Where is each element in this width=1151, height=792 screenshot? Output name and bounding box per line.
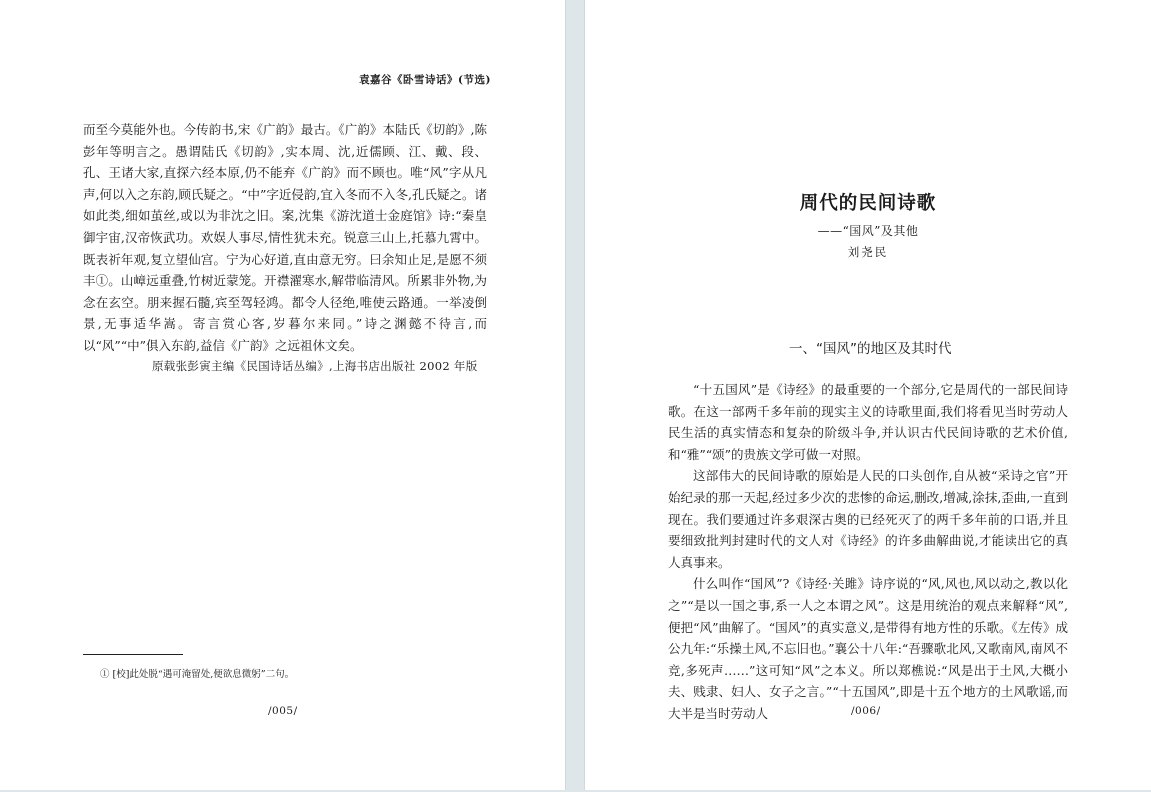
left-body-text [83, 119, 487, 357]
left-page [0, 0, 566, 790]
running-head: 袁嘉谷《卧雪诗话》(节选) [359, 74, 491, 86]
right-paragraph-1: “十五国风”是《诗经》的最重要的一个部分,它是周代的一部民间诗歌。在这一部两千多年前的现实主义的诗歌里面,我们将看见当时劳动人民生活的真实情态和复杂的阶级斗争,并认识古代民间诗歌的艺术价值,和“雅”“颂”的贵族文学可做一对照。 [668, 382, 1068, 462]
footnote: ① [校]此处脱“遇可淹留处,便欲息微躬”二句。 [100, 669, 295, 680]
article-author: 刘尧民 [847, 245, 889, 259]
article-subtitle: ——“国风”及其他 [817, 224, 919, 238]
right-page [584, 0, 1151, 790]
right-paragraph-2: 这部伟大的民间诗歌的原始是人民的口头创作,自从被“采诗之官”开始纪录的那一天起,经过多少次的悲惨的命运,删改,增减,涂抹,歪曲,一直到现在。我们要通过许多艰深古奥的已经死灭了的两千多年前的口语,并且要细致批判封建时代的文人对《诗经》的许多曲解曲说,才能读出它的真人真事来。 [668, 468, 1068, 570]
article-title: 周代的民间诗歌 [799, 193, 937, 214]
source-note: 原载张彭寅主编《民国诗话丛编》,上海书店出版社 2002 年版 [152, 359, 478, 373]
left-paragraph-1: 而至今莫能外也。今传韵书,宋《广韵》最古。《广韵》本陆氏《切韵》,陈彭年等明言之。愚谓陆氏《切韵》,实本周、沈,近儒顾、江、戴、段、孔、王诸大家,直探六经本原,仍不能弃《广韵》而不顾也。唯“风”字从凡声,何以入之东韵,顾氏疑之。“中”字近侵韵,宜入冬而不入冬,孔氏疑之。诸如此类,细如茧丝,或以为非沈之旧。案,沈集《游沈道士金庭馆》诗:“秦皇御宇宙,汉帝恢武功。欢娱人事尽,情性犹未充。锐意三山上,托慕九霄中。既表祈年观,复立望仙宫。宁为心好道,直由意无穷。曰余知止足,是愿不须丰①。山嶂远重叠,竹树近蒙笼。开襟濯寒水,解带临清风。所累非外物,为念在玄空。朋来握石髓,宾至驾轻鸿。都令人径绝,唯使云路通。一举凌倒景,无事适华嵩。寄言赏心客,岁暮尔来同。”诗之渊懿不待言,而以“风”“中”俱入东韵,益信《广韵》之远祖休文矣。 [83, 122, 487, 353]
right-body-text [668, 379, 1068, 725]
page-number-right: /006/ [851, 705, 881, 717]
footnote-rule [83, 654, 183, 655]
section-heading: 一、“国风”的地区及其时代 [789, 341, 952, 357]
right-paragraph-3: 什么叫作“国风”?《诗经·关雎》诗序说的“风,风也,风以动之,教以化之”“是以一国之事,系一人之本谓之风”。这是用统治的观点来解释“风”,便把“风”曲解了。“国风”的真实意义,是带得有地方性的乐歌。《左传》成公九年:“乐操土风,不忘旧也。”襄公十八年:“吾骤歌北风,又歌南风,南风不竞,多死声……”这可知“风”之本义。所以郑樵说:“风是出于土风,大概小夫、贱隶、妇人、女子之言。”“十五国风”,即是十五个地方的土风歌谣,而大半是当时劳动人 [668, 576, 1068, 721]
page-number-left: /005/ [268, 705, 298, 717]
